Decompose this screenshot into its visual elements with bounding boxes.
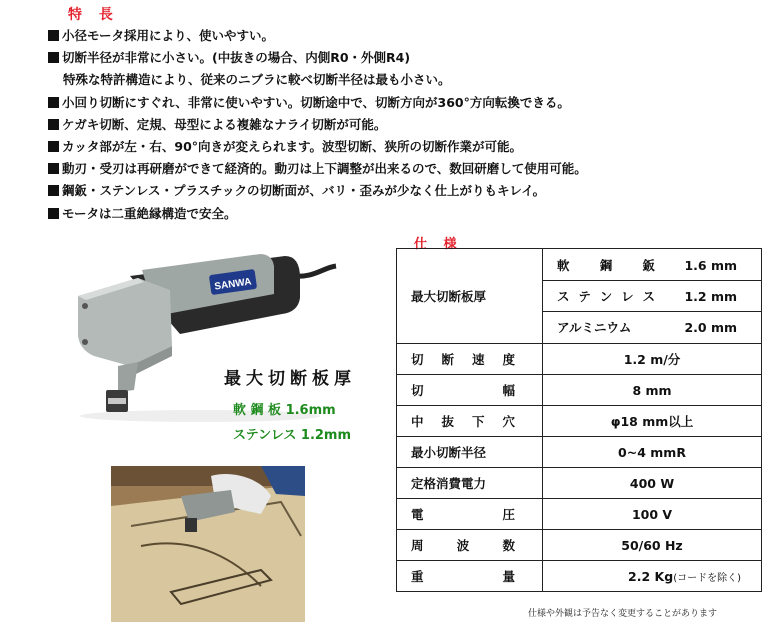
material-value: 1.6 mm xyxy=(684,257,737,273)
material-name: 軟 鋼 鈑 xyxy=(557,258,655,273)
spec-value: 2.2 Kg(コードを除く) xyxy=(543,561,762,592)
feature-item-continuation: 特殊な特許構造により、従来のニブラに較べ切断半径は最も小さい。 xyxy=(63,72,451,88)
usage-photo xyxy=(111,466,305,622)
feature-item: カッタ部が左・右、90°向きが変えられます。波型切断、狭所の切断作業が可能。 xyxy=(48,136,773,158)
spec-table xyxy=(396,248,762,592)
spec-label: 切 幅 xyxy=(397,375,543,406)
table-row xyxy=(397,530,762,561)
max-thickness-label: 最大切断板厚 xyxy=(397,249,543,344)
feature-item: 切断半径が非常に小さい。(中抜きの場合、内側R0・外側R4) xyxy=(48,47,773,69)
materials-cell xyxy=(543,249,762,344)
spec-value: φ18 mm以上 xyxy=(543,406,762,437)
square-bullet-icon xyxy=(48,141,59,152)
spec-heading: 仕 様 xyxy=(414,237,463,252)
features-heading: 特 長 xyxy=(68,7,119,23)
square-bullet-icon xyxy=(48,185,59,196)
table-row xyxy=(397,437,762,468)
feature-item: ケガキ切断、定規、母型による複雑なナライ切断が可能。 xyxy=(48,114,773,136)
square-bullet-icon xyxy=(48,52,59,63)
table-row xyxy=(397,468,762,499)
capacity-title: 最大切断板厚 xyxy=(224,369,356,389)
table-row xyxy=(397,561,762,592)
material-name: ス テ ン レ ス xyxy=(557,289,655,304)
spec-label: 定格消費電力 xyxy=(397,468,543,499)
material-row xyxy=(543,250,761,281)
table-row xyxy=(397,344,762,375)
feature-item: モータは二重絶縁構造で安全。 xyxy=(48,203,773,225)
square-bullet-icon xyxy=(48,30,59,41)
spec-value: 0~4 mmR xyxy=(543,437,762,468)
table-row xyxy=(397,406,762,437)
spec-value: 100 V xyxy=(543,499,762,530)
brand-label: SANWA xyxy=(213,276,253,293)
spec-value: 8 mm xyxy=(543,375,762,406)
features-list xyxy=(48,25,773,225)
capacity-mild-steel: 軟 鋼 板 1.6mm xyxy=(233,403,336,418)
spec-value: 1.2 m/分 xyxy=(543,344,762,375)
spec-value: 400 W xyxy=(543,468,762,499)
spec-label: 重 量 xyxy=(397,561,543,592)
table-row xyxy=(397,499,762,530)
feature-item: 小径モータ採用により、使いやすい。 xyxy=(48,25,773,47)
spec-label: 電 圧 xyxy=(397,499,543,530)
table-row xyxy=(397,249,762,344)
spec-label: 切 断 速 度 xyxy=(397,344,543,375)
spec-label: 周 波 数 xyxy=(397,530,543,561)
square-bullet-icon xyxy=(48,97,59,108)
material-value: 1.2 mm xyxy=(684,288,737,304)
material-value: 2.0 mm xyxy=(684,319,737,335)
table-row xyxy=(397,375,762,406)
material-name: アルミニウム xyxy=(557,320,632,335)
material-row xyxy=(543,281,761,312)
capacity-stainless: ステンレス 1.2mm xyxy=(233,428,352,443)
spec-value: 50/60 Hz xyxy=(543,530,762,561)
feature-item: 小回り切断にすぐれ、非常に使いやすい。切断途中で、切断方向が360°方向転換できる。 xyxy=(48,92,773,114)
spec-footnote: 仕様や外観は予告なく変更することがあります xyxy=(528,609,718,619)
spec-label: 最小切断半径 xyxy=(397,437,543,468)
feature-item: 鋼鈑・ステンレス・プラスチックの切断面が、バリ・歪みが少なく仕上がりもキレイ。 xyxy=(48,180,773,202)
square-bullet-icon xyxy=(48,163,59,174)
feature-item: 動刃・受刃は再研磨ができて経済的。動刃は上下調整が出来るので、数回研磨して使用可能。 xyxy=(48,158,773,180)
material-row xyxy=(543,312,761,342)
square-bullet-icon xyxy=(48,208,59,219)
square-bullet-icon xyxy=(48,119,59,130)
spec-label: 中 抜 下 穴 xyxy=(397,406,543,437)
